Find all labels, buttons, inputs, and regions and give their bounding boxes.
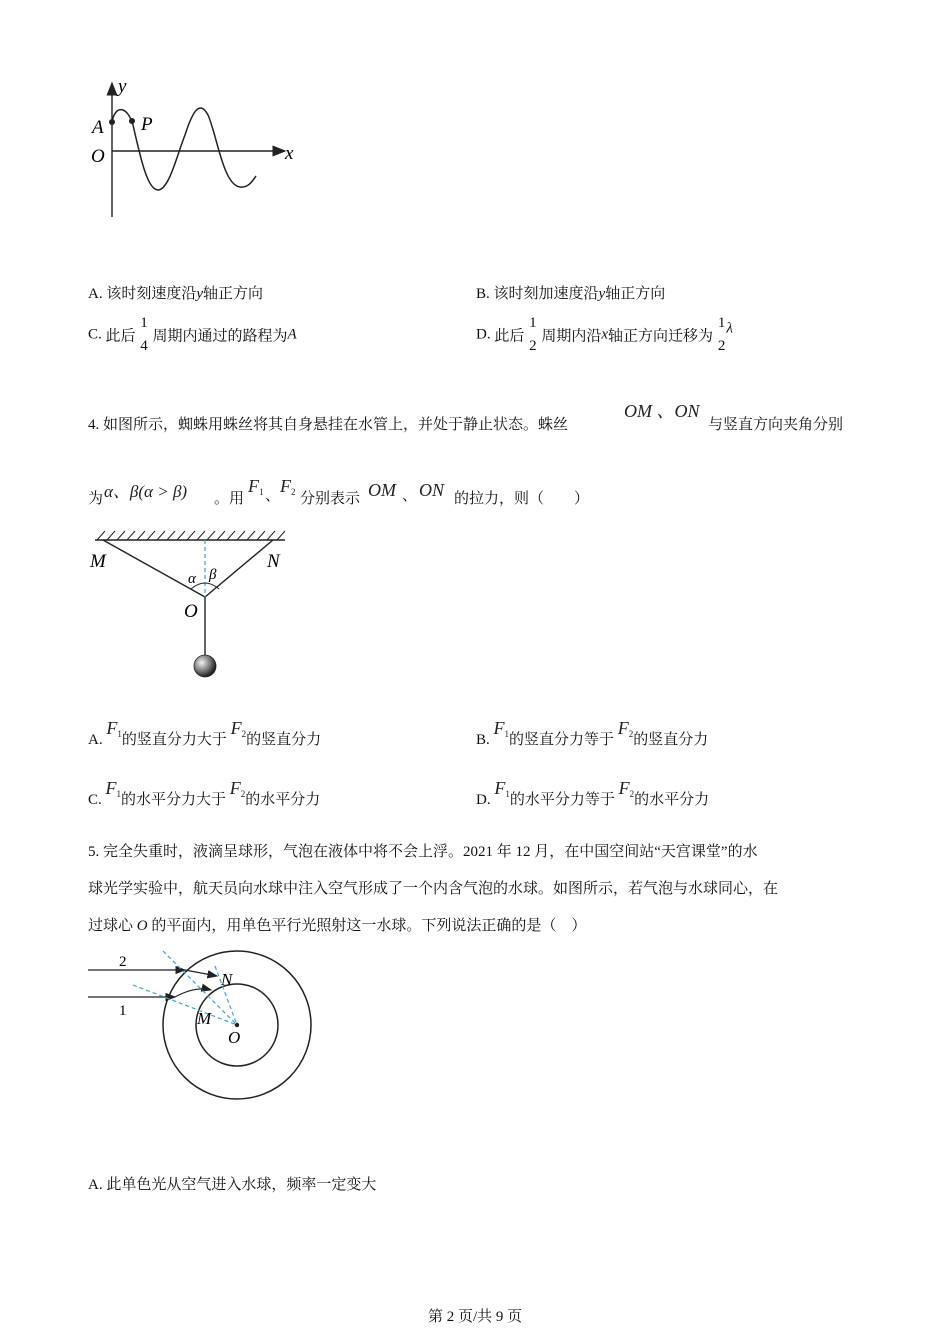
wave-figure xyxy=(85,75,310,225)
point-P xyxy=(129,118,135,124)
option-letter: D. xyxy=(476,792,491,808)
ray-2-refracted xyxy=(185,970,217,976)
option-text: 轴正方向 xyxy=(605,286,666,302)
label-P: P xyxy=(141,114,153,135)
q4-alpha-beta: α、β(α > β) xyxy=(104,482,188,501)
option-text: 轴正方向 xyxy=(203,286,264,302)
center-O xyxy=(235,1023,239,1027)
option-text: 周期内通过的路程为 xyxy=(152,328,288,345)
f1-symbol: $F_1$ xyxy=(494,778,510,799)
option-var: y xyxy=(598,286,606,302)
option-letter: A. xyxy=(88,732,103,748)
label-y: y xyxy=(118,76,127,97)
option-var: A xyxy=(287,326,297,343)
label-M: M xyxy=(197,1009,212,1028)
q4-stem-line1-end: 与竖直方向夹角分别 xyxy=(708,417,844,433)
option-letter: B. xyxy=(476,732,490,748)
fraction: $\frac{1}{2}$ xyxy=(717,315,726,354)
q3-option-B[interactable] xyxy=(476,282,665,303)
label-A: A xyxy=(92,117,104,138)
option-text: 轴正方向迁移为 xyxy=(608,328,714,345)
pipe-hatch xyxy=(97,531,285,540)
q4-f1: $F_1$ xyxy=(248,476,264,497)
q4-stem-line2-mid2: 分别表示 xyxy=(300,491,361,507)
lambda-symbol: λ xyxy=(726,320,733,337)
water-ball-figure xyxy=(85,946,330,1106)
q4-sep: 、 xyxy=(265,488,281,504)
option-text: 此后 xyxy=(494,328,525,345)
q4-f2: $F_2$ xyxy=(280,476,296,497)
option-text: 的水平分力 xyxy=(634,792,710,808)
label-O: O xyxy=(228,1028,241,1047)
option-text: 的水平分力大于 xyxy=(121,792,227,808)
f2-symbol: $F_2$ xyxy=(618,778,635,799)
f1-symbol: $F_1$ xyxy=(105,778,122,799)
option-letter: B. xyxy=(476,286,490,302)
label-ray2: 2 xyxy=(119,954,127,970)
q4-option-A[interactable] xyxy=(88,718,321,749)
label-beta: β xyxy=(209,567,217,583)
thread-OM xyxy=(103,540,205,597)
q5-stem-line2: 球光学实验中，航天员向水球中注入空气形成了一个内含气泡的水球。如图所示，若气泡与水球同心，在 xyxy=(88,881,779,897)
spider-figure xyxy=(85,527,300,682)
q4-option-B[interactable] xyxy=(476,718,708,749)
q3-option-D[interactable] xyxy=(476,316,733,354)
q4-stem-line2: 为 xyxy=(88,491,104,507)
q4-om: OM xyxy=(368,480,396,500)
q5-stem-line3: 过球心 O 的平面内，用单色平行光照射这一水球。下列说法正确的是（ ） xyxy=(88,918,587,934)
option-letter: D. xyxy=(476,326,491,343)
label-ray1: 1 xyxy=(119,1003,127,1019)
q5-stem-line1: 5. 完全失重时，液滴呈球形，气泡在液体中将不会上浮。2021 年 12 月，在中国空间站“天宫课堂”的水 xyxy=(88,844,758,860)
label-x: x xyxy=(285,143,294,164)
f1-symbol: $F_1$ xyxy=(106,718,122,739)
q4-on: ON xyxy=(419,480,445,500)
q4-option-C[interactable] xyxy=(88,778,320,809)
label-N: N xyxy=(221,970,233,989)
f1-symbol: $F_1$ xyxy=(493,718,510,739)
option-text: 的竖直分力 xyxy=(246,732,322,748)
q4-stem-line2-mid: 。用 xyxy=(214,491,245,507)
f2-symbol: $F_2$ xyxy=(230,718,247,739)
point-A xyxy=(109,119,115,125)
label-N: N xyxy=(267,551,280,572)
option-text: 的水平分力 xyxy=(245,792,321,808)
label-O: O xyxy=(91,146,105,167)
option-letter: C. xyxy=(88,792,102,808)
option-text: 周期内沿 xyxy=(541,328,602,345)
option-text: 的水平分力等于 xyxy=(509,792,615,808)
option-text: 该时刻加速度沿 xyxy=(493,286,599,302)
fraction: $\frac{1}{4}$ xyxy=(140,315,148,354)
label-M: M xyxy=(90,551,106,572)
option-letter: A. xyxy=(88,286,103,302)
spider-ball xyxy=(194,655,216,677)
f2-symbol: $F_2$ xyxy=(229,778,246,799)
q4-stem-line2-end: 的拉力，则（ ） xyxy=(454,491,590,507)
q4-sep2: 、 xyxy=(402,488,418,504)
label-O: O xyxy=(184,601,198,622)
fraction: $\frac{1}{2}$ xyxy=(529,315,537,354)
option-var: y xyxy=(196,286,204,302)
option-letter: C. xyxy=(88,326,102,343)
option-text: 的竖直分力等于 xyxy=(509,732,615,748)
option-text: 此后 xyxy=(105,328,136,345)
q4-om-on: OM 、ON xyxy=(624,401,700,421)
q3-option-C[interactable] xyxy=(88,316,297,354)
normal-M xyxy=(133,985,237,1025)
option-text: 的竖直分力大于 xyxy=(121,732,227,748)
f2-symbol: $F_2$ xyxy=(617,718,634,739)
q4-stem-line1: 4. 如图所示，蜘蛛用蛛丝将其自身悬挂在水管上，并处于静止状态。蛛丝 xyxy=(88,417,569,433)
option-text: 该时刻速度沿 xyxy=(106,286,197,302)
label-alpha: α xyxy=(188,571,196,587)
q4-option-D[interactable] xyxy=(476,778,709,809)
option-var: x xyxy=(601,326,609,343)
option-text: 的竖直分力 xyxy=(633,732,709,748)
page-footer: 第 2 页/共 9 页 xyxy=(428,1309,523,1325)
q5-option-A[interactable]: A. 此单色光从空气进入水球，频率一定变大 xyxy=(88,1177,377,1193)
q3-option-A[interactable] xyxy=(88,282,263,303)
